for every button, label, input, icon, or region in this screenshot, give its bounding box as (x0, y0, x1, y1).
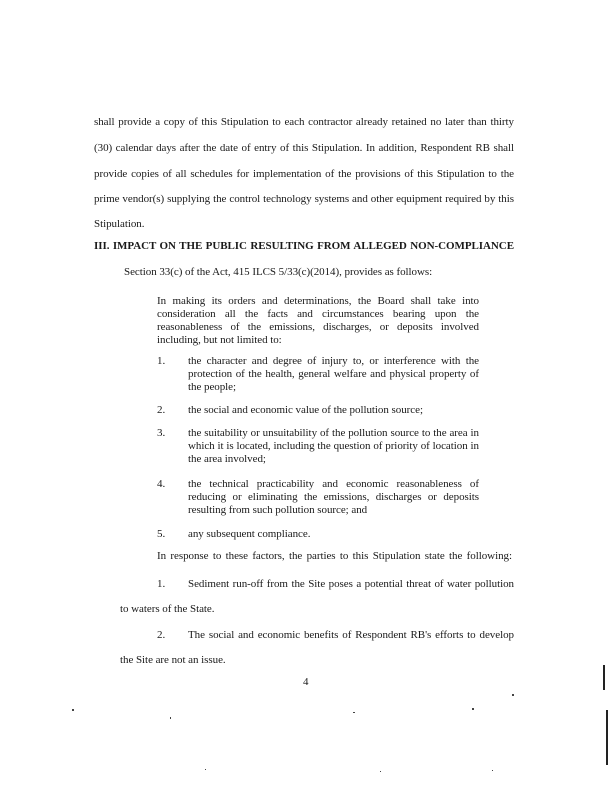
response-intro: In response to these factors, the parties to this Stipulation state the following: (157, 550, 512, 562)
block-quote-line: In making its orders and determinations, the Board shall take into (157, 295, 479, 307)
edge-mark (603, 665, 605, 690)
factor-line: reducing or eliminating the emissions, discharges or deposits (188, 491, 479, 503)
scan-speck (72, 709, 74, 711)
factor-line: the suitability or unsuitability of the pollution source to the area in (188, 427, 479, 439)
scan-speck (353, 712, 355, 713)
response-line: Sediment run-off from the Site poses a potential threat of water pollution (188, 578, 514, 590)
paragraph-line: prime vendor(s) supplying the control technology systems and other equipment required by this (94, 193, 514, 205)
scan-speck (170, 717, 171, 719)
factor-number: 4. (157, 478, 166, 490)
factor-number: 3. (157, 427, 166, 439)
edge-mark (606, 710, 608, 765)
paragraph-line: provide copies of all schedules for implementation of the provisions of this Stipulation to the (94, 168, 514, 180)
page-number: 4 (303, 676, 309, 688)
factor-line: which it is located, including the question of priority of location in (188, 440, 479, 452)
response-number: 1. (157, 578, 166, 590)
response-line: The social and economic benefits of Respondent RB's efforts to develop (188, 629, 514, 641)
factor-line: any subsequent compliance. (188, 528, 311, 540)
paragraph-line: shall provide a copy of this Stipulation to each contractor already retained no later than thirty (94, 116, 514, 128)
factor-line: protection of the health, general welfare and physical property of (188, 368, 479, 380)
paragraph-line: (30) calendar days after the date of entry of this Stipulation. In addition, Respondent RB shall (94, 142, 514, 154)
factor-line: resulting from such pollution source; and (188, 504, 368, 516)
section-intro: Section 33(c) of the Act, 415 ILCS 5/33(c)(2014), provides as follows: (124, 266, 433, 278)
scan-speck (205, 769, 206, 770)
block-quote-line: consideration all the facts and circumstances bearing upon the (157, 308, 479, 320)
section-heading: III. IMPACT ON THE PUBLIC RESULTING FROM ALLEGED NON-COMPLIANCE (94, 240, 514, 252)
paragraph-line: Stipulation. (94, 218, 145, 230)
factor-number: 1. (157, 355, 166, 367)
scan-speck (472, 708, 474, 710)
factor-number: 5. (157, 528, 166, 540)
factor-number: 2. (157, 404, 166, 416)
block-quote-line: reasonableness of the emissions, discharges, or deposits involved (157, 321, 479, 333)
response-line: the Site are not an issue. (120, 654, 226, 666)
factor-line: the area involved; (188, 453, 266, 465)
factor-line: the social and economic value of the pollution source; (188, 404, 423, 416)
factor-line: the people; (188, 381, 237, 393)
scan-speck (492, 770, 493, 771)
response-number: 2. (157, 629, 166, 641)
block-quote-line: including, but not limited to: (157, 334, 282, 346)
factor-line: the technical practicability and economic reasonableness of (188, 478, 479, 490)
factor-line: the character and degree of injury to, or interference with the (188, 355, 479, 367)
scan-speck (512, 694, 514, 696)
response-line: to waters of the State. (120, 603, 215, 615)
scan-speck (380, 771, 381, 772)
